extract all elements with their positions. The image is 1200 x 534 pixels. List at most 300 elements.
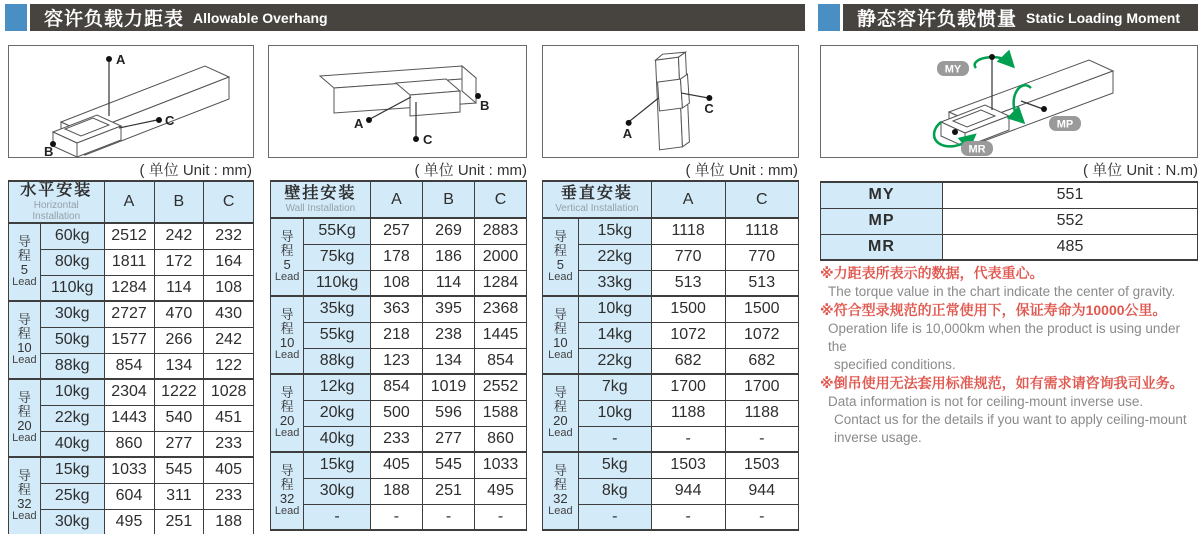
value-cell: 186 — [423, 244, 475, 270]
value-cell: 854 — [475, 348, 527, 374]
moment-my-value: 551 — [943, 182, 1198, 208]
value-cell: 1503 — [651, 452, 725, 478]
lead-zh-char: 导 — [280, 307, 294, 323]
load-cell: 22kg — [578, 348, 651, 374]
lead-zh-char: 程 — [280, 243, 294, 259]
lead-zh-char: 导 — [553, 463, 567, 479]
value-cell: 242 — [204, 327, 254, 353]
value-cell: 1118 — [725, 218, 799, 244]
point-c-dot — [413, 136, 419, 142]
lead-number: 32 — [553, 491, 568, 507]
table-row — [9, 275, 254, 301]
value-cell: 470 — [154, 301, 204, 327]
value-cell: - — [651, 504, 725, 530]
load-cell: 8kg — [578, 478, 651, 504]
table-title-en: Horizontal Installation — [32, 200, 81, 222]
lead-group-cell — [9, 457, 41, 534]
lead-zh-char: 程 — [553, 477, 567, 493]
unit-label-mm: ( 单位 Unit : mm) — [685, 162, 798, 179]
table-title-zh: 水平安装 — [20, 182, 93, 199]
wall-installation-table — [270, 180, 527, 531]
value-cell: 860 — [475, 426, 527, 452]
lead-zh-char: 导 — [280, 463, 294, 479]
table-title-en: Wall Installation — [285, 203, 356, 214]
load-cell: 15kg — [40, 457, 104, 483]
lead-en-label: Lead — [12, 354, 37, 367]
load-cell: 110kg — [40, 275, 104, 301]
value-cell: 495 — [104, 509, 154, 534]
value-cell: 1188 — [651, 400, 725, 426]
value-cell: 1118 — [651, 218, 725, 244]
table-row — [543, 504, 799, 530]
value-cell: 944 — [725, 478, 799, 504]
load-cell: 75kg — [304, 244, 371, 270]
lead-number: 10 — [279, 335, 295, 351]
column-header-c: C — [475, 181, 527, 218]
value-cell: 277 — [423, 426, 475, 452]
value-cell: 540 — [154, 405, 204, 431]
lead-number: 5 — [20, 262, 29, 278]
value-cell: 242 — [154, 223, 204, 249]
column-header-c: C — [204, 181, 254, 223]
lead-zh-char: 程 — [17, 326, 31, 342]
value-cell: 1811 — [104, 249, 154, 275]
value-cell: 188 — [204, 509, 254, 534]
value-cell: 2727 — [104, 301, 154, 327]
static-loading-moment-header — [818, 4, 1198, 31]
column-header-a: A — [651, 181, 725, 218]
lead-group-cell — [271, 374, 304, 452]
lead-en-label: Lead — [548, 271, 573, 284]
value-cell: 277 — [154, 431, 204, 457]
value-cell: 134 — [423, 348, 475, 374]
lead-zh-char: 导 — [17, 234, 31, 250]
value-cell: 269 — [423, 218, 475, 244]
lead-number: 20 — [279, 413, 295, 429]
value-cell: 2000 — [475, 244, 527, 270]
value-cell: 233 — [204, 431, 254, 457]
table-title — [271, 181, 371, 218]
value-cell: 2512 — [104, 223, 154, 249]
value-cell: 232 — [204, 223, 254, 249]
note-3-en-cont: Contact us for the details if you want to apply ceiling-mount — [834, 412, 1187, 427]
note-1-en: The torque value in the chart indicate the center of gravity. — [828, 284, 1176, 299]
load-cell: 30kg — [40, 509, 104, 534]
value-cell: 311 — [154, 483, 204, 509]
unit-label-mm: ( 单位 Unit : mm) — [139, 162, 252, 179]
value-cell: 596 — [423, 400, 475, 426]
load-cell: 60kg — [40, 223, 104, 249]
point-b-label: B — [480, 98, 490, 113]
table-row — [271, 426, 527, 452]
point-a-dot — [106, 56, 112, 62]
lead-en-label: Lead — [548, 427, 573, 440]
point-a-label: A — [354, 116, 364, 131]
value-cell: 108 — [204, 275, 254, 301]
value-cell: 1443 — [104, 405, 154, 431]
value-cell: 860 — [104, 431, 154, 457]
value-cell: 1028 — [204, 379, 254, 405]
table-row — [271, 296, 527, 322]
value-cell: 238 — [423, 322, 475, 348]
lead-en-label: Lead — [274, 427, 300, 440]
value-cell: 513 — [651, 270, 725, 296]
value-cell: 1577 — [104, 327, 154, 353]
mp-badge-label: MP — [1056, 118, 1074, 131]
table-title-zh: 垂直安装 — [560, 185, 633, 202]
notes-section — [820, 264, 1200, 447]
value-cell: 188 — [370, 478, 422, 504]
value-cell: 604 — [104, 483, 154, 509]
table-row — [821, 234, 1198, 260]
value-cell: 1072 — [725, 322, 799, 348]
note-3-zh: ※倒吊使用无法套用标准规范，如有需求请咨询我司业务。 — [820, 375, 1184, 391]
value-cell: - — [725, 504, 799, 530]
value-cell: 2304 — [104, 379, 154, 405]
column-header-c: C — [725, 181, 799, 218]
lead-group-cell — [9, 301, 41, 379]
overhang-table — [8, 180, 254, 534]
load-cell: 30kg — [40, 301, 104, 327]
point-c-dot — [156, 117, 162, 123]
value-cell: 114 — [423, 270, 475, 296]
value-cell: 1033 — [104, 457, 154, 483]
header-accent-square — [5, 4, 27, 31]
point-a-label: A — [622, 125, 633, 141]
value-cell: 395 — [423, 296, 475, 322]
load-cell: 80kg — [40, 249, 104, 275]
table-row — [9, 483, 254, 509]
value-cell: 500 — [370, 400, 422, 426]
value-cell: 513 — [725, 270, 799, 296]
note-2-en-cont: specified conditions. — [834, 357, 956, 372]
lead-group-cell — [543, 374, 579, 452]
lead-en-label: Lead — [274, 505, 300, 518]
value-cell: 172 — [154, 249, 204, 275]
value-cell: 405 — [370, 452, 422, 478]
value-cell: - — [370, 504, 422, 530]
value-cell: 495 — [475, 478, 527, 504]
table-row — [9, 353, 254, 379]
load-cell: 88kg — [40, 353, 104, 379]
table-row — [543, 270, 799, 296]
value-cell: 451 — [204, 405, 254, 431]
header-bar — [30, 4, 805, 31]
lead-zh-char: 导 — [17, 468, 31, 484]
table-row — [543, 400, 799, 426]
load-cell: 12kg — [304, 374, 371, 400]
value-cell: - — [423, 504, 475, 530]
lead-zh-char: 程 — [17, 482, 31, 498]
lead-zh-char: 程 — [553, 243, 567, 259]
vertical-installation-table — [542, 180, 799, 531]
value-cell: 251 — [423, 478, 475, 504]
value-cell: 123 — [370, 348, 422, 374]
value-cell: 1700 — [725, 374, 799, 400]
table-title — [9, 181, 105, 223]
value-cell: 363 — [370, 296, 422, 322]
table-row — [271, 244, 527, 270]
point-c-label: C — [423, 132, 433, 147]
my-badge-label: MY — [944, 63, 962, 76]
header-title-zh: 容许负载力距表 — [44, 9, 185, 30]
lead-zh-char: 程 — [280, 321, 294, 337]
load-cell: 22kg — [40, 405, 104, 431]
value-cell: 233 — [370, 426, 422, 452]
lead-zh-char: 程 — [280, 399, 294, 415]
table-row — [543, 218, 799, 244]
vertical-installation-diagram — [543, 46, 798, 157]
value-cell: 1503 — [725, 452, 799, 478]
lead-group-cell — [9, 223, 41, 301]
value-cell: 114 — [154, 275, 204, 301]
lead-group-cell — [271, 218, 304, 296]
lead-number: 20 — [17, 418, 32, 434]
table-row — [271, 452, 527, 478]
lead-group-cell — [543, 218, 579, 296]
load-cell: - — [578, 426, 651, 452]
load-cell: 15kg — [578, 218, 651, 244]
value-cell: 257 — [370, 218, 422, 244]
lead-en-label: Lead — [548, 349, 573, 362]
value-cell: 1019 — [423, 374, 475, 400]
value-cell: 405 — [204, 457, 254, 483]
value-cell: 1588 — [475, 400, 527, 426]
mr-axis-dot — [952, 129, 958, 135]
vertical-installation-diagram-box — [542, 45, 799, 158]
value-cell: - — [475, 504, 527, 530]
load-cell: 55kg — [304, 322, 371, 348]
value-cell: 251 — [154, 509, 204, 534]
horizontal-installation-diagram-box — [8, 45, 254, 158]
load-cell: - — [578, 504, 651, 530]
moment-mr-value: 485 — [943, 234, 1198, 260]
value-cell: 1072 — [651, 322, 725, 348]
table-row — [9, 431, 254, 457]
lead-group-cell — [9, 379, 41, 457]
table-row — [9, 301, 254, 327]
table-row — [271, 400, 527, 426]
table-row — [9, 379, 254, 405]
horizontal-installation-diagram — [9, 46, 253, 157]
moment-mp-value: 552 — [943, 208, 1198, 234]
table-row — [9, 327, 254, 353]
load-cell: 40kg — [40, 431, 104, 457]
lead-en-label: Lead — [274, 271, 300, 284]
load-cell: 15kg — [304, 452, 371, 478]
table-row — [543, 348, 799, 374]
unit-label-mm: ( 单位 Unit : mm) — [414, 162, 527, 179]
lead-number: 32 — [17, 496, 32, 512]
load-cell: - — [304, 504, 371, 530]
lead-zh-char: 程 — [17, 248, 31, 264]
lead-number: 10 — [17, 340, 32, 356]
my-axis-dot — [989, 54, 995, 60]
table-row — [543, 426, 799, 452]
lead-zh-char: 导 — [280, 385, 294, 401]
load-cell: 20kg — [304, 400, 371, 426]
allowable-overhang-header — [5, 4, 805, 31]
lead-number: 5 — [556, 257, 565, 273]
table-row — [271, 478, 527, 504]
moment-diagram-box — [820, 45, 1198, 158]
note-1-zh: ※力距表所表示的数据，代表重心。 — [820, 265, 1044, 281]
table-row — [543, 322, 799, 348]
value-cell: 1284 — [475, 270, 527, 296]
point-c-label: C — [704, 100, 714, 116]
lead-group-cell — [271, 296, 304, 374]
column-header-b: B — [423, 181, 475, 218]
value-cell: 1033 — [475, 452, 527, 478]
table-row — [821, 182, 1198, 208]
table-row — [543, 374, 799, 400]
table-row — [271, 322, 527, 348]
table-title — [543, 181, 652, 218]
header-bar — [843, 4, 1198, 31]
note-2-en: Operation life is 10,000km when the product is using under the — [828, 321, 1180, 354]
load-cell: 10kg — [578, 296, 651, 322]
value-cell: 682 — [725, 348, 799, 374]
moment-diagram — [821, 46, 1197, 157]
load-cell: 110kg — [304, 270, 371, 296]
value-cell: 1500 — [651, 296, 725, 322]
lead-number: 5 — [283, 257, 291, 273]
value-cell: 164 — [204, 249, 254, 275]
lead-group-cell — [271, 452, 304, 530]
header-title-zh: 静态容许负载惯量 — [857, 9, 1018, 30]
value-cell: 770 — [725, 244, 799, 270]
lead-zh-char: 导 — [553, 229, 567, 245]
load-cell: 50kg — [40, 327, 104, 353]
static-loading-moment-table — [820, 181, 1198, 261]
header-title-en: Allowable Overhang — [193, 9, 328, 26]
lead-zh-char: 导 — [553, 385, 567, 401]
lead-zh-char: 程 — [280, 477, 294, 493]
value-cell: 2883 — [475, 218, 527, 244]
table-row — [543, 478, 799, 504]
value-cell: - — [651, 426, 725, 452]
header-row — [271, 181, 527, 218]
column-header-a: A — [370, 181, 422, 218]
load-cell: 40kg — [304, 426, 371, 452]
lead-number: 32 — [279, 491, 295, 507]
unit-label-nm: ( 单位 Unit : N.m) — [1083, 162, 1198, 179]
table-row — [271, 374, 527, 400]
value-cell: 108 — [370, 270, 422, 296]
load-cell: 30kg — [304, 478, 371, 504]
value-cell: 2552 — [475, 374, 527, 400]
value-cell: 1445 — [475, 322, 527, 348]
lead-zh-char: 程 — [553, 321, 567, 337]
load-cell: 10kg — [40, 379, 104, 405]
table-row — [543, 296, 799, 322]
note-3-en-cont: inverse usage. — [834, 430, 922, 445]
value-cell: 1700 — [651, 374, 725, 400]
moment-my-label: MY — [821, 182, 943, 208]
lead-number: 10 — [553, 335, 568, 351]
lead-en-label: Lead — [12, 510, 37, 523]
value-cell: 545 — [423, 452, 475, 478]
value-cell: 1284 — [104, 275, 154, 301]
table-row — [9, 405, 254, 431]
header-row — [9, 181, 254, 223]
lead-en-label: Lead — [12, 276, 37, 289]
load-cell: 10kg — [578, 400, 651, 426]
value-cell: 854 — [370, 374, 422, 400]
point-a-dot — [366, 117, 372, 123]
point-a-label: A — [116, 52, 126, 67]
value-cell: 944 — [651, 478, 725, 504]
load-cell: 14kg — [578, 322, 651, 348]
value-cell: 1222 — [154, 379, 204, 405]
value-cell: 682 — [651, 348, 725, 374]
value-cell: 266 — [154, 327, 204, 353]
table-row — [9, 509, 254, 534]
table-row — [9, 457, 254, 483]
moment-mr-label: MR — [821, 234, 943, 260]
table-row — [271, 218, 527, 244]
table-row — [9, 223, 254, 249]
lead-en-label: Lead — [12, 432, 37, 445]
lead-number: 20 — [553, 413, 568, 429]
header-row — [543, 181, 799, 218]
value-cell: 134 — [154, 353, 204, 379]
column-header-b: B — [154, 181, 204, 223]
note-2-zh: ※符合型录规范的正常使用下，保证寿命为10000公里。 — [820, 302, 1167, 318]
table-row — [543, 452, 799, 478]
lead-zh-char: 程 — [553, 399, 567, 415]
lead-zh-char: 导 — [280, 229, 294, 245]
load-cell: 33kg — [578, 270, 651, 296]
value-cell: 430 — [204, 301, 254, 327]
lead-zh-char: 导 — [17, 390, 31, 406]
table-title-en: Vertical Installation — [555, 203, 639, 214]
mr-badge-label: MR — [968, 143, 986, 156]
value-cell: 233 — [204, 483, 254, 509]
lead-zh-char: 程 — [17, 404, 31, 420]
load-cell: 55Kg — [304, 218, 371, 244]
load-cell: 7kg — [578, 374, 651, 400]
point-b-label: B — [44, 144, 54, 157]
value-cell: 2368 — [475, 296, 527, 322]
table-title-zh: 壁挂安装 — [284, 185, 357, 202]
lead-group-cell — [543, 452, 579, 530]
load-cell: 88kg — [304, 348, 371, 374]
value-cell: 218 — [370, 322, 422, 348]
wall-installation-diagram — [269, 46, 526, 157]
wall-installation-diagram-box — [268, 45, 527, 158]
lead-en-label: Lead — [274, 349, 300, 362]
table-row — [9, 249, 254, 275]
load-cell: 25kg — [40, 483, 104, 509]
value-cell: 1500 — [725, 296, 799, 322]
overhang-table — [270, 180, 527, 531]
header-accent-square — [818, 4, 840, 31]
load-cell: 5kg — [578, 452, 651, 478]
lead-zh-char: 导 — [553, 307, 567, 323]
horizontal-installation-table — [8, 180, 254, 534]
lead-en-label: Lead — [548, 505, 573, 518]
value-cell: - — [725, 426, 799, 452]
note-3-en: Data information is not for ceiling-mount inverse use. — [828, 394, 1144, 409]
point-c-label: C — [165, 113, 175, 128]
table-row — [271, 504, 527, 530]
table-row — [271, 270, 527, 296]
value-cell: 545 — [154, 457, 204, 483]
column-header-a: A — [104, 181, 154, 223]
mp-axis-dot — [1041, 106, 1047, 112]
load-cell: 35kg — [304, 296, 371, 322]
